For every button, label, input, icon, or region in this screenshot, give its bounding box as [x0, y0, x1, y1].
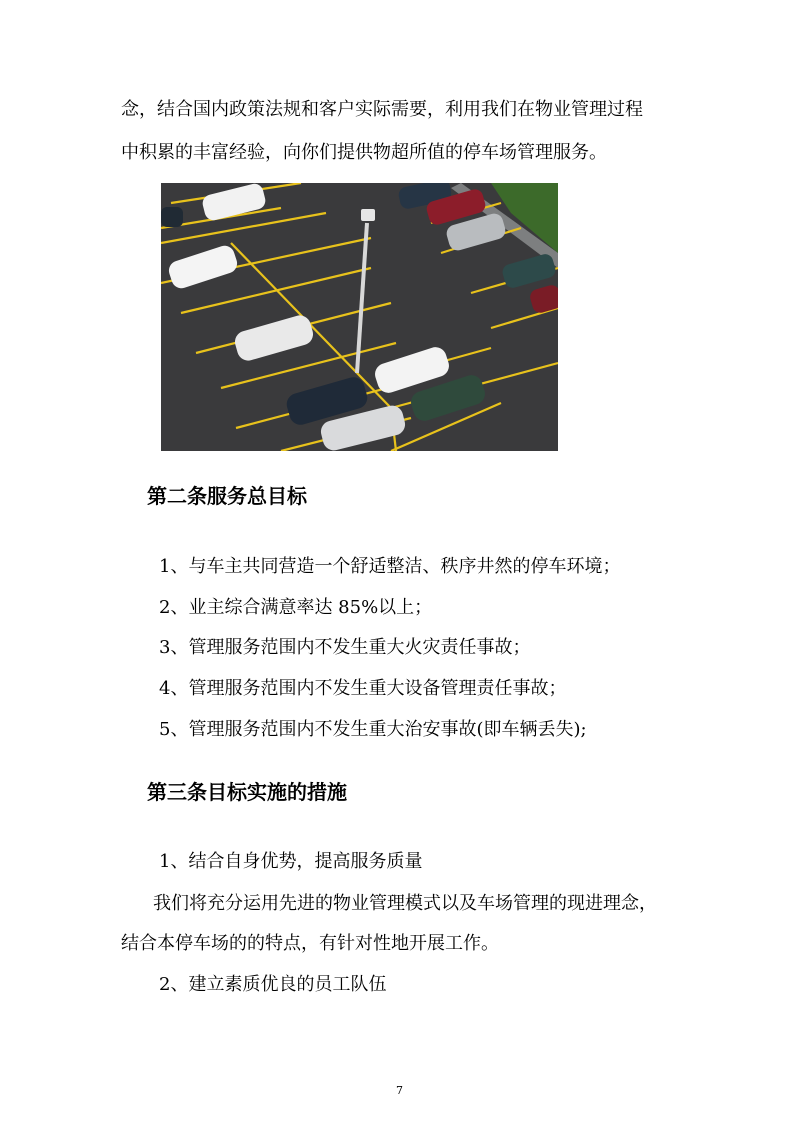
goal-item-4: 4、管理服务范围内不发生重大设备管理责任事故；	[159, 678, 567, 699]
measure-1-para-line-1: 我们将充分运用先进的物业管理模式以及车场管理的现进理念，	[153, 893, 657, 914]
measure-2-title: 2、建立素质优良的员工队伍	[159, 974, 387, 995]
measure-1-title: 1、结合自身优势，提高服务质量	[159, 851, 423, 872]
parking-lot-photo	[161, 183, 558, 451]
intro-line-1: 念，结合国内政策法规和客户实际需要，利用我们在物业管理过程	[121, 99, 643, 120]
goal-item-1: 1、与车主共同营造一个舒适整洁、秩序井然的停车环境；	[159, 556, 621, 577]
measure-1-para-line-2: 结合本停车场的的特点，有针对性地开展工作。	[121, 933, 499, 954]
section-2-heading: 第二条服务总目标	[147, 484, 307, 508]
page-number: 7	[396, 1084, 403, 1097]
goal-item-2: 2、业主综合满意率达 85%以上；	[159, 597, 433, 618]
goal-item-5: 5、管理服务范围内不发生重大治安事故(即车辆丢失);	[159, 719, 587, 740]
goal-item-3: 3、管理服务范围内不发生重大火灾责任事故；	[159, 637, 531, 658]
intro-line-2: 中积累的丰富经验，向你们提供物超所值的停车场管理服务。	[121, 142, 607, 163]
section-3-heading: 第三条目标实施的措施	[147, 780, 347, 804]
